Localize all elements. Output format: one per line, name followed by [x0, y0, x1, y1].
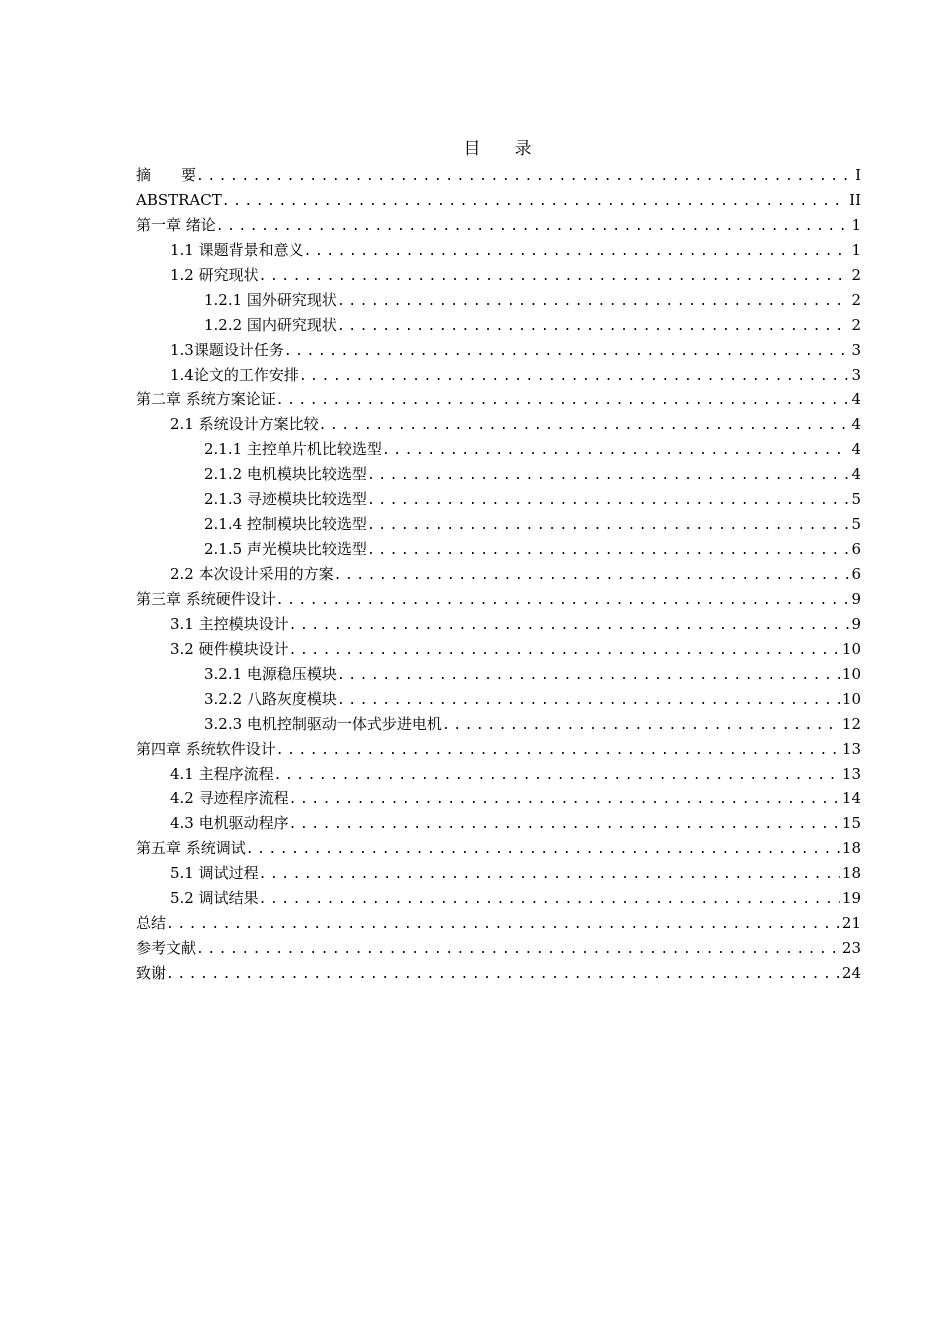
toc-dot-leader — [367, 464, 849, 489]
toc-entry[interactable] — [136, 338, 861, 363]
toc-dot-leader — [289, 639, 840, 664]
toc-dot-leader — [367, 514, 849, 539]
toc-entry-title: 1.2.1 国外研究现状 — [204, 290, 337, 309]
toc-entry-title: 1.3课题设计任务 — [170, 340, 284, 359]
toc-entry-page-number: 12 — [841, 714, 861, 733]
toc-entry-title: 1.4论文的工作安排 — [170, 365, 299, 384]
toc-entry[interactable] — [136, 786, 861, 811]
toc-entry-page-number: 9 — [851, 614, 861, 633]
toc-entry-title: 第五章 系统调试 — [136, 839, 246, 858]
toc-entry-page-number: 10 — [841, 664, 861, 683]
toc-entry-page-number: 18 — [841, 864, 861, 883]
toc-dot-leader — [304, 240, 849, 265]
toc-entry-page-number: 6 — [851, 540, 861, 559]
toc-dot-leader — [259, 888, 840, 913]
toc-entry-page-number: 18 — [841, 839, 861, 858]
toc-entry-page-number: 4 — [851, 415, 861, 434]
toc-dot-leader — [337, 664, 840, 689]
toc-entry-title: 4.1 主程序流程 — [170, 764, 274, 783]
toc-entry-page-number: 10 — [841, 689, 861, 708]
toc-dot-leader — [382, 439, 849, 464]
toc-dot-leader — [367, 539, 849, 564]
toc-entry[interactable] — [136, 737, 861, 762]
toc-entry-page-number: 4 — [851, 465, 861, 484]
toc-entry-title: ABSTRACT — [136, 190, 222, 209]
toc-entry[interactable] — [136, 762, 861, 787]
toc-entry-title: 第四章 系统软件设计 — [136, 739, 276, 758]
toc-entry-title: 3.2.3 电机控制驱动一体式步进电机 — [204, 714, 442, 733]
toc-entry[interactable] — [136, 412, 861, 437]
toc-dot-leader — [276, 739, 840, 764]
toc-dot-leader — [259, 863, 840, 888]
toc-dot-leader — [289, 614, 849, 639]
toc-entry[interactable] — [136, 836, 861, 861]
toc-dot-leader — [284, 340, 849, 365]
toc-dot-leader — [246, 838, 840, 863]
toc-entry-page-number: 13 — [841, 739, 861, 758]
toc-list — [136, 163, 861, 986]
toc-entry[interactable] — [136, 363, 861, 388]
toc-entry[interactable] — [136, 163, 861, 188]
toc-entry[interactable] — [136, 961, 861, 986]
toc-dot-leader — [289, 788, 840, 813]
toc-entry-page-number: 1 — [851, 215, 861, 234]
toc-entry-page-number: 4 — [851, 440, 861, 459]
toc-entry[interactable] — [136, 562, 861, 587]
toc-entry-title: 摘 要 — [136, 166, 197, 184]
toc-dot-leader — [196, 938, 840, 963]
toc-dot-leader — [337, 290, 849, 315]
toc-dot-leader — [276, 589, 849, 614]
toc-entry[interactable] — [136, 662, 861, 687]
toc-entry-page-number: 14 — [841, 789, 861, 808]
toc-entry-page-number: 3 — [851, 340, 861, 359]
toc-entry-title: 5.2 调试结果 — [170, 889, 259, 908]
toc-entry-page-number: 1 — [851, 240, 861, 259]
toc-entry-title: 3.2 硬件模块设计 — [170, 639, 289, 658]
toc-entry-page-number: 2 — [851, 315, 861, 334]
toc-dot-leader — [299, 365, 849, 390]
toc-entry-title: 3.2.1 电源稳压模块 — [204, 664, 337, 683]
toc-entry[interactable] — [136, 886, 861, 911]
toc-entry[interactable] — [136, 462, 861, 487]
toc-entry-title: 1.2 研究现状 — [170, 265, 259, 284]
toc-entry-page-number: 2 — [851, 265, 861, 284]
toc-entry[interactable] — [136, 263, 861, 288]
toc-entry-title: 1.2.2 国内研究现状 — [204, 315, 337, 334]
toc-entry[interactable] — [136, 936, 861, 961]
toc-entry[interactable] — [136, 587, 861, 612]
toc-entry-title: 第二章 系统方案论证 — [136, 390, 276, 409]
toc-entry-title: 第一章 绪论 — [136, 215, 216, 234]
toc-entry[interactable] — [136, 213, 861, 238]
toc-entry[interactable] — [136, 537, 861, 562]
toc-entry-page-number: 23 — [841, 939, 861, 958]
toc-dot-leader — [319, 414, 849, 439]
toc-entry[interactable] — [136, 487, 861, 512]
toc-entry[interactable] — [136, 313, 861, 338]
toc-dot-leader — [274, 764, 840, 789]
toc-entry-page-number: 3 — [851, 365, 861, 384]
toc-entry-title: 4.3 电机驱动程序 — [170, 814, 289, 833]
toc-entry[interactable] — [136, 911, 861, 936]
toc-entry[interactable] — [136, 288, 861, 313]
toc-entry-title: 2.2 本次设计采用的方案 — [170, 565, 334, 583]
toc-entry-page-number: 21 — [841, 914, 861, 933]
toc-entry-page-number: 4 — [851, 390, 861, 409]
toc-dot-leader — [166, 963, 840, 988]
toc-entry-page-number: 15 — [841, 814, 861, 833]
toc-dot-leader — [222, 190, 847, 215]
toc-dot-leader — [276, 389, 849, 414]
toc-entry-title: 2.1.1 主控单片机比较选型 — [204, 440, 382, 459]
toc-dot-leader — [367, 489, 849, 514]
toc-entry-title: 1.1 课题背景和意义 — [170, 240, 304, 259]
toc-entry-title: 参考文献 — [136, 939, 197, 958]
toc-entry-page-number: 2 — [851, 290, 861, 309]
toc-entry[interactable] — [136, 437, 861, 462]
toc-entry-page-number: 5 — [851, 515, 861, 534]
toc-entry-title: 2.1.5 声光模块比较选型 — [204, 540, 367, 559]
toc-entry[interactable] — [136, 811, 861, 836]
toc-entry-page-number: 9 — [851, 589, 861, 608]
toc-entry[interactable] — [136, 637, 861, 662]
toc-title: 目 录 — [463, 139, 532, 159]
toc-entry-title: 3.1 主控模块设计 — [170, 614, 289, 633]
toc-entry-title: 第三章 系统硬件设计 — [136, 589, 276, 608]
toc-dot-leader — [337, 315, 849, 340]
toc-entry[interactable] — [136, 238, 861, 263]
toc-entry-title: 5.1 调试过程 — [170, 864, 259, 883]
toc-entry-page-number: 10 — [841, 639, 861, 658]
toc-entry[interactable] — [136, 387, 861, 412]
toc-dot-leader — [216, 215, 849, 240]
toc-entry[interactable] — [136, 687, 861, 712]
toc-entry[interactable] — [136, 712, 861, 737]
toc-entry[interactable] — [136, 861, 861, 886]
toc-dot-leader — [334, 564, 849, 589]
toc-entry-page-number: II — [849, 190, 861, 209]
toc-entry-title: 3.2.2 八路灰度模块 — [204, 689, 337, 708]
toc-entry-title: 2.1.3 寻迹模块比较选型 — [204, 490, 367, 509]
toc-dot-leader — [196, 165, 849, 190]
toc-entry-page-number: 13 — [841, 764, 861, 783]
toc-entry-title: 总结 — [136, 914, 167, 933]
toc-dot-leader — [166, 913, 840, 938]
toc-entry-title: 2.1 系统设计方案比较 — [170, 415, 319, 434]
toc-dot-leader — [337, 689, 840, 714]
toc-dot-leader — [442, 714, 840, 739]
toc-entry-title: 2.1.2 电机模块比较选型 — [204, 465, 367, 484]
toc-dot-leader — [259, 265, 849, 290]
toc-entry-title: 致谢 — [136, 964, 167, 982]
toc-entry[interactable] — [136, 512, 861, 537]
toc-entry-page-number: I — [855, 166, 861, 184]
toc-entry-page-number: 24 — [841, 964, 861, 982]
toc-entry-page-number: 19 — [841, 889, 861, 908]
toc-entry-title: 4.2 寻迹程序流程 — [170, 789, 289, 808]
toc-entry-page-number: 6 — [851, 565, 861, 583]
toc-dot-leader — [289, 813, 840, 838]
toc-entry-page-number: 5 — [851, 490, 861, 509]
toc-entry[interactable] — [136, 612, 861, 637]
toc-entry-title: 2.1.4 控制模块比较选型 — [204, 515, 367, 534]
toc-entry[interactable] — [136, 188, 861, 213]
